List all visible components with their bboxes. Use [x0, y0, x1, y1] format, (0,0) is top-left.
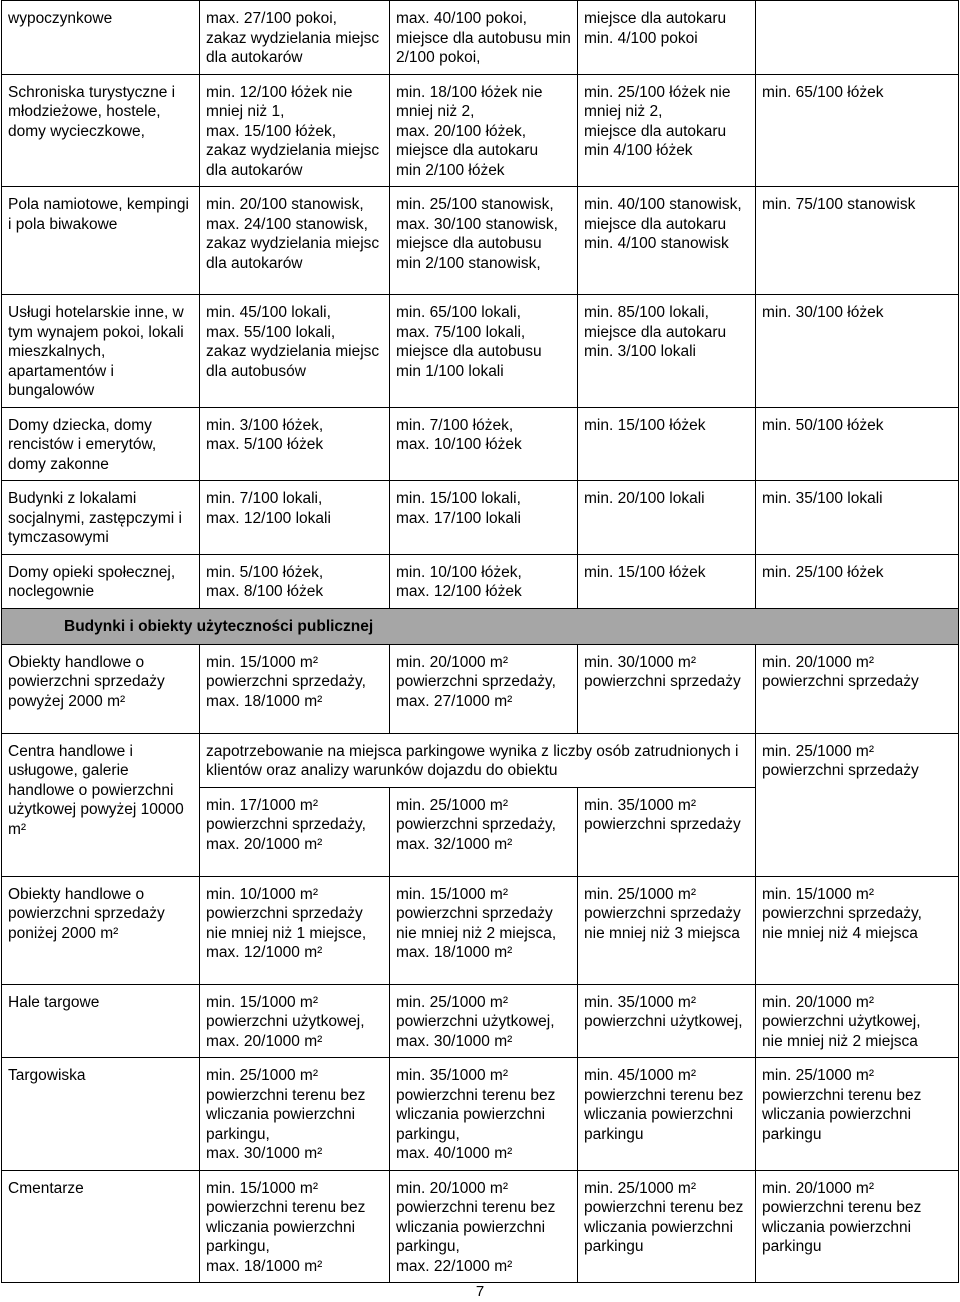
table-cell: min. 25/1000 m² powierzchni terenu bez wliczania powierzchni parkingu — [578, 1170, 756, 1283]
table-cell: min. 45/1000 m² powierzchni terenu bez wliczania powierzchni parkingu — [578, 1058, 756, 1171]
table-row — [2, 481, 959, 555]
table-cell-note: zapotrzebowanie na miejsca parkingowe wynika z liczby osób zatrudnionych i klientów oraz analizy warunków dojazdu do obiektu — [200, 733, 756, 787]
table-cell: min. 20/1000 m² powierzchni sprzedaży, max. 27/1000 m² — [390, 644, 578, 733]
table-cell: min. 65/100 łóżek — [756, 74, 959, 187]
table-cell: min. 85/100 lokali, miejsce dla autokaru min. 3/100 lokali — [578, 295, 756, 408]
table-cell: min. 7/100 lokali, max. 12/100 lokali — [200, 481, 390, 555]
table-row — [2, 1058, 959, 1171]
table-cell-category: Schroniska turystyczne i młodzieżowe, hostele, domy wycieczkowe, — [2, 74, 200, 187]
table-cell-category: Obiekty handlowe o powierzchni sprzedaży powyżej 2000 m² — [2, 644, 200, 733]
table-cell-category: Budynki z lokalami socjalnymi, zastępczymi i tymczasowymi — [2, 481, 200, 555]
table-cell-category: Usługi hotelarskie inne, w tym wynajem pokoi, lokali mieszkalnych, apartamentów i bungalowów — [2, 295, 200, 408]
table-row — [2, 644, 959, 733]
table-cell: min. 25/1000 m² powierzchni sprzedaży — [756, 733, 959, 876]
table-cell: min. 20/1000 m² powierzchni terenu bez wliczania powierzchni parkingu — [756, 1170, 959, 1283]
table-cell-category: Pola namiotowe, kempingi i pola biwakowe — [2, 187, 200, 295]
table-cell: min. 15/1000 m² powierzchni sprzedaży, nie mniej niż 4 miejsca — [756, 876, 959, 984]
table-cell: min. 15/1000 m² powierzchni sprzedaży nie mniej niż 2 miejsca, max. 18/1000 m² — [390, 876, 578, 984]
table-row — [2, 1170, 959, 1283]
table-cell-category: Targowiska — [2, 1058, 200, 1171]
section-header: Budynki i obiekty użyteczności publicznej — [2, 608, 959, 644]
parking-norms-table — [1, 0, 959, 1283]
table-cell-category: Obiekty handlowe o powierzchni sprzedaży poniżej 2000 m² — [2, 876, 200, 984]
table-cell: min. 30/1000 m² powierzchni sprzedaży — [578, 644, 756, 733]
table-cell: min. 25/1000 m² powierzchni sprzedaży nie mniej niż 3 miejsca — [578, 876, 756, 984]
table-cell: min. 65/100 lokali, max. 75/100 lokali, miejsce dla autobusu min 1/100 lokali — [390, 295, 578, 408]
table-cell-category: wypoczynkowe — [2, 1, 200, 75]
table-cell: min. 25/100 łóżek — [756, 554, 959, 608]
table-cell: min. 15/100 łóżek — [578, 407, 756, 481]
table-cell: min. 7/100 łóżek, max. 10/100 łóżek — [390, 407, 578, 481]
table-cell: min. 25/1000 m² powierzchni terenu bez wliczania powierzchni parkingu — [756, 1058, 959, 1171]
table-cell: min. 20/100 lokali — [578, 481, 756, 555]
table-cell: min. 20/1000 m² powierzchni użytkowej, nie mniej niż 2 miejsca — [756, 984, 959, 1058]
table-cell-category: Centra handlowe i usługowe, galerie handlowe o powierzchni użytkowej powyżej 10000 m² — [2, 733, 200, 876]
table-row — [2, 407, 959, 481]
table-cell-category: Domy opieki społecznej, noclegownie — [2, 554, 200, 608]
table-row — [2, 1, 959, 75]
table-cell: min. 10/1000 m² powierzchni sprzedaży nie mniej niż 1 miejsce, max. 12/1000 m² — [200, 876, 390, 984]
table-cell: min. 3/100 łóżek, max. 5/100 łóżek — [200, 407, 390, 481]
table-cell: max. 27/100 pokoi, zakaz wydzielania miejsc dla autokarów — [200, 1, 390, 75]
table-cell: min. 20/1000 m² powierzchni sprzedaży — [756, 644, 959, 733]
table-cell: min. 50/100 łóżek — [756, 407, 959, 481]
table-cell: min. 15/1000 m² powierzchni użytkowej, max. 20/1000 m² — [200, 984, 390, 1058]
table-cell: min. 35/1000 m² powierzchni użytkowej, — [578, 984, 756, 1058]
table-cell: min. 15/100 lokali, max. 17/100 lokali — [390, 481, 578, 555]
table-row — [2, 984, 959, 1058]
table-cell: min. 35/1000 m² powierzchni sprzedaży — [578, 787, 756, 876]
page-number: 7 — [475, 1283, 485, 1300]
table-cell: min. 15/1000 m² powierzchni sprzedaży, max. 18/1000 m² — [200, 644, 390, 733]
table-cell: min. 18/100 łóżek nie mniej niż 2, max. 20/100 łóżek, miejsce dla autokaru min 2/100 łóżek — [390, 74, 578, 187]
table-cell: min. 25/100 łóżek nie mniej niż 2, miejsce dla autokaru min 4/100 łóżek — [578, 74, 756, 187]
section-header-row — [2, 608, 959, 644]
table-cell-category: Hale targowe — [2, 984, 200, 1058]
table-cell: min. 75/100 stanowisk — [756, 187, 959, 295]
table-row — [2, 187, 959, 295]
table-cell: min. 5/100 łóżek, max. 8/100 łóżek — [200, 554, 390, 608]
table-cell: min. 20/1000 m² powierzchni terenu bez wliczania powierzchni parkingu, max. 22/1000 m² — [390, 1170, 578, 1283]
table-cell: min. 25/1000 m² powierzchni terenu bez wliczania powierzchni parkingu, max. 30/1000 m² — [200, 1058, 390, 1171]
table-cell: min. 40/100 stanowisk, miejsce dla autokaru min. 4/100 stanowisk — [578, 187, 756, 295]
table-row — [2, 554, 959, 608]
table-cell: min. 30/100 łóżek — [756, 295, 959, 408]
table-cell: max. 40/100 pokoi, miejsce dla autobusu min 2/100 pokoi, — [390, 1, 578, 75]
table-row — [2, 295, 959, 408]
table-cell: min. 15/1000 m² powierzchni terenu bez wliczania powierzchni parkingu, max. 18/1000 m² — [200, 1170, 390, 1283]
table-cell: min. 35/100 lokali — [756, 481, 959, 555]
table-row — [2, 733, 959, 787]
table-cell: min. 12/100 łóżek nie mniej niż 1, max. 15/100 łóżek, zakaz wydzielania miejsc dla autokarów — [200, 74, 390, 187]
table-cell: min. 17/1000 m² powierzchni sprzedaży, max. 20/1000 m² — [200, 787, 390, 876]
table-cell: min. 25/100 stanowisk, max. 30/100 stanowisk, miejsce dla autobusu min 2/100 stanowisk, — [390, 187, 578, 295]
table-cell: min. 25/1000 m² powierzchni sprzedaży, max. 32/1000 m² — [390, 787, 578, 876]
table-cell — [756, 1, 959, 75]
table-cell: min. 35/1000 m² powierzchni terenu bez wliczania powierzchni parkingu, max. 40/1000 m² — [390, 1058, 578, 1171]
table-row — [2, 876, 959, 984]
table-cell: min. 10/100 łóżek, max. 12/100 łóżek — [390, 554, 578, 608]
table-cell-category: Cmentarze — [2, 1170, 200, 1283]
table-cell: min. 20/100 stanowisk, max. 24/100 stanowisk, zakaz wydzielania miejsc dla autokarów — [200, 187, 390, 295]
table-row — [2, 74, 959, 187]
table-cell: min. 45/100 lokali, max. 55/100 lokali, zakaz wydzielania miejsc dla autobusów — [200, 295, 390, 408]
table-cell: miejsce dla autokaru min. 4/100 pokoi — [578, 1, 756, 75]
table-cell: min. 25/1000 m² powierzchni użytkowej, max. 30/1000 m² — [390, 984, 578, 1058]
table-cell-category: Domy dziecka, domy rencistów i emerytów, domy zakonne — [2, 407, 200, 481]
table-cell: min. 15/100 łóżek — [578, 554, 756, 608]
